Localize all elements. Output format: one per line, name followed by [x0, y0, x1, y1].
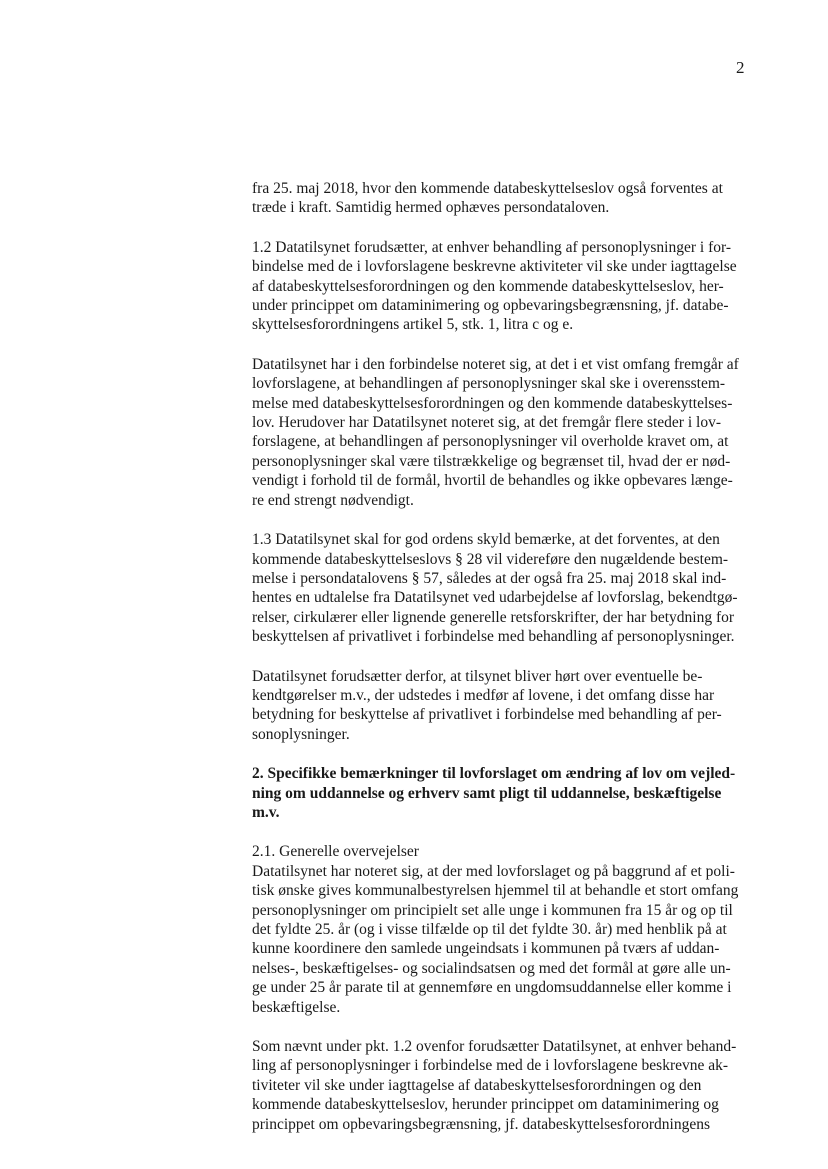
text-line: af databeskyttelsesforordningen og den kommende databeskyttelseslov, her- [252, 277, 724, 295]
text-line: fra 25. maj 2018, hvor den kommende databeskyttelseslov også forventes at [252, 180, 723, 197]
text-line: personoplysninger skal være tilstrækkelige og begrænset til, hvad der er nød- [252, 452, 731, 470]
text-line: relser, cirkulærer eller lignende generelle retsforskrifter, der har betydning for [252, 608, 735, 626]
text-line: 1.3 Datatilsynet skal for god ordens skyld bemærke, at det forventes, at den [252, 531, 720, 549]
heading-line: 2. Specifikke bemærkninger til lovforslaget om ændring af lov om vejled- [252, 765, 736, 783]
paragraph-intro [252, 179, 762, 218]
text-line: betydning for beskyttelse af privatlivet i forbindelse med behandling af per- [252, 706, 722, 724]
text-line: træde i kraft. Samtidig hermed ophæves persondataloven. [252, 199, 610, 217]
paragraph-lovforslagene [252, 355, 762, 510]
paragraph-section-1-3 [252, 530, 762, 646]
text-line: Som nævnt under pkt. 1.2 ovenfor forudsætter Datatilsynet, at enhver behand- [252, 1038, 737, 1056]
text-line: bindelse med de i lovforslagene beskrevne aktiviteter vil ske under iagttagelse [252, 258, 737, 276]
text-line: forslagene, at behandlingen af personoplysninger vil overholde kravet om, at [252, 433, 729, 451]
heading-line: ning om uddannelse og erhverv samt pligt til uddannelse, beskæftigelse [252, 784, 722, 802]
text-line: princippet om opbevaringsbegrænsning, jf. databeskyttelsesforordningens [252, 1115, 711, 1133]
text-line: ge under 25 år parate til at gennemføre en ungdomsuddannelse eller komme i [252, 979, 732, 997]
text-line: melse med databeskyttelsesforordningen og den kommende databeskyttelses- [252, 394, 733, 412]
text-line: kommende databeskyttelseslov, herunder princippet om dataminimering og [252, 1096, 719, 1114]
text-line: lov. Herudover har Datatilsynet noteret sig, at det fremgår flere steder i lov- [252, 414, 721, 432]
text-line: tiviteter vil ske under iagttagelse af databeskyttelsesforordningen og den [252, 1076, 702, 1094]
text-line: nelses-, beskæftigelses- og socialindsatsen og med det formål at gøre alle un- [252, 959, 731, 977]
text-line: kunne koordinere den samlede ungeindsats i kommunen på tværs af uddan- [252, 940, 720, 958]
text-line: beskyttelsen af privatlivet i forbindelse med behandling af personoplysninger. [252, 628, 735, 646]
text-line: Datatilsynet forudsætter derfor, at tilsynet bliver hørt over eventuelle be- [252, 667, 703, 685]
text-line: beskæftigelse. [252, 998, 341, 1016]
subheading-line: 2.1. Generelle overvejelser [252, 843, 419, 861]
text-line: skyttelsesforordningens artikel 5, stk. 1, litra c og e. [252, 316, 574, 334]
text-line: melse i persondatalovens § 57, således at der også fra 25. maj 2018 skal ind- [252, 569, 727, 587]
paragraph-som-naevnt [252, 1037, 762, 1134]
text-line: ling af personoplysninger i forbindelse med de i lovforslagene beskrevne ak- [252, 1057, 729, 1075]
text-line: personoplysninger om principielt set alle unge i kommunen fra 15 år og op til [252, 901, 733, 919]
text-line: det fyldte 25. år (og i visse tilfælde op til det fyldte 30. år) med henblik på at [252, 921, 727, 938]
text-line: 1.2 Datatilsynet forudsætter, at enhver behandling af personoplysninger i for- [252, 238, 732, 256]
text-line: lovforslagene, at behandlingen af personoplysninger skal ske i overensstem- [252, 375, 726, 393]
page-number: 2 [736, 58, 745, 77]
text-line: kendtgørelser m.v., der udstedes i medfør af lovene, i det omfang disse har [252, 686, 715, 704]
document-body [252, 179, 762, 1154]
section-2-heading [252, 764, 762, 822]
text-line: hentes en udtalelse fra Datatilsynet ved udarbejdelse af lovforslag, bekendtgø- [252, 589, 738, 607]
text-line: tisk ønske gives kommunalbestyrelsen hjemmel til at behandle et stort omfang [252, 882, 739, 900]
text-line: Datatilsynet har i den forbindelse noteret sig, at det i et vist omfang fremgår af [252, 355, 739, 373]
text-line: vendigt i forhold til de formål, hvortil de behandles og ikke opbevares længe- [252, 472, 733, 490]
paragraph-section-1-2 [252, 238, 762, 335]
text-line: kommende databeskyttelseslovs § 28 vil videreføre den nugældende bestem- [252, 550, 729, 568]
text-line: under princippet om dataminimering og opbevaringsbegrænsning, jf. databe- [252, 297, 729, 315]
text-line: Datatilsynet har noteret sig, at der med lovforslaget og på baggrund af et poli- [252, 862, 735, 880]
text-line: sonoplysninger. [252, 725, 350, 743]
paragraph-section-2-1 [252, 842, 762, 1017]
paragraph-bekendtgoerelser [252, 667, 762, 745]
heading-line: m.v. [252, 803, 280, 821]
text-line: re end strengt nødvendigt. [252, 491, 414, 509]
